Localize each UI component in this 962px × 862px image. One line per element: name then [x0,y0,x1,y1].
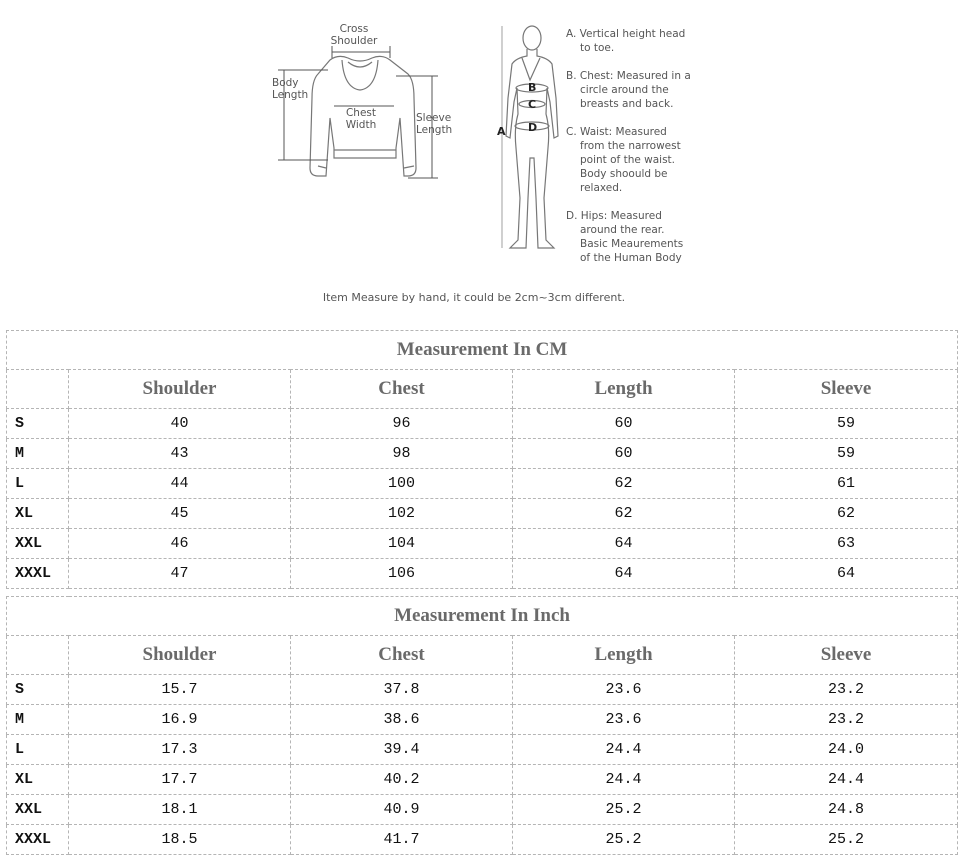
sleeve-cell: 59 [735,409,958,439]
body-length-label [272,77,308,101]
column-header-size [7,636,69,675]
table-row [7,675,958,705]
sleeve-cell: 59 [735,439,958,469]
size-cell: S [7,409,69,439]
chest-cell: 100 [291,469,513,499]
sleeve-cell: 24.8 [735,795,958,825]
sleeve-cell: 25.2 [735,825,958,855]
note-a [566,27,706,55]
chest-width-label [340,107,382,131]
length-cell: 64 [513,559,735,589]
shoulder-cell: 40 [69,409,291,439]
table-row [7,499,958,529]
note-b-line3: breasts and back. [580,98,674,110]
note-c-line2: from the narrowest [580,140,681,152]
note-c-line3: point of the waist. [580,154,676,166]
chest-cell: 40.2 [291,765,513,795]
length-cell: 25.2 [513,825,735,855]
size-cell: XL [7,765,69,795]
chest-cell: 104 [291,529,513,559]
sleeve-cell: 24.4 [735,765,958,795]
note-d [566,209,706,265]
chest-cell: 40.9 [291,795,513,825]
size-cell: XXL [7,529,69,559]
column-header-sleeve: Sleeve [735,370,958,409]
size-cell: XL [7,499,69,529]
column-header-chest: Chest [291,636,513,675]
note-a-line2: to toe. [580,42,615,54]
sleeve-cell: 23.2 [735,705,958,735]
length-cell: 23.6 [513,675,735,705]
note-c-line4: Body shoould be [580,168,668,180]
chest-cell: 41.7 [291,825,513,855]
shoulder-cell: 15.7 [69,675,291,705]
sleeve-cell: 23.2 [735,675,958,705]
body-letter-b: B [528,81,537,94]
human-body-illustration [490,18,570,258]
cross-shoulder-label-line1: Cross [339,23,369,35]
length-cell: 60 [513,439,735,469]
size-cell: S [7,675,69,705]
chest-cell: 38.6 [291,705,513,735]
length-cell: 60 [513,409,735,439]
column-header-chest: Chest [291,370,513,409]
length-cell: 25.2 [513,795,735,825]
column-header-size [7,370,69,409]
column-header-length: Length [513,636,735,675]
table-row [7,559,958,589]
column-header-shoulder: Shoulder [69,636,291,675]
table-row [7,529,958,559]
chest-width-label-line1: Chest [345,107,377,119]
chest-width-label-line2: Width [345,119,377,131]
chest-cell: 102 [291,499,513,529]
shoulder-cell: 17.7 [69,765,291,795]
size-cell: M [7,705,69,735]
body-length-label-line2: Length [272,89,309,101]
note-b-line1: B. Chest: Measured in a [566,70,691,82]
note-c-line1: C. Waist: Measured [566,126,667,138]
shoulder-cell: 18.5 [69,825,291,855]
shoulder-cell: 46 [69,529,291,559]
sleeve-cell: 24.0 [735,735,958,765]
body-letter-a: A [497,125,506,138]
note-b-line2: circle around the [580,84,669,96]
table-row [7,735,958,765]
sleeve-cell: 62 [735,499,958,529]
body-letter-d: D [528,121,538,134]
table-row [7,825,958,855]
sleeve-cell: 63 [735,529,958,559]
shoulder-cell: 43 [69,439,291,469]
size-cell: M [7,439,69,469]
table-row [7,439,958,469]
column-header-length: Length [513,370,735,409]
chest-cell: 96 [291,409,513,439]
note-d-line2: around the rear. [580,224,665,236]
note-d-line1: D. Hips: Measured [566,210,662,222]
table-row [7,795,958,825]
sleeve-cell: 61 [735,469,958,499]
length-cell: 24.4 [513,765,735,795]
table-row [7,409,958,439]
table-title: Measurement In Inch [7,597,958,636]
size-cell: XXL [7,795,69,825]
note-d-line3: Basic Meaurements [580,238,684,250]
length-cell: 62 [513,499,735,529]
cross-shoulder-label [330,23,378,47]
size-cell: L [7,735,69,765]
table-row [7,469,958,499]
column-header-shoulder: Shoulder [69,370,291,409]
length-cell: 62 [513,469,735,499]
column-header-sleeve: Sleeve [735,636,958,675]
shoulder-cell: 16.9 [69,705,291,735]
shoulder-cell: 44 [69,469,291,499]
table-row [7,765,958,795]
chest-cell: 37.8 [291,675,513,705]
sleeve-length-label-line1: Sleeve [416,112,452,124]
shoulder-cell: 45 [69,499,291,529]
size-table-cm [6,330,958,589]
chest-cell: 98 [291,439,513,469]
note-c [566,125,706,195]
shoulder-cell: 47 [69,559,291,589]
sleeve-cell: 64 [735,559,958,589]
shoulder-cell: 18.1 [69,795,291,825]
cross-shoulder-label-line2: Shoulder [330,35,378,47]
length-cell: 23.6 [513,705,735,735]
table-title: Measurement In CM [7,331,958,370]
size-table-inch [6,596,958,855]
chest-cell: 106 [291,559,513,589]
note-a-line1: A. Vertical height head [566,28,686,40]
size-cell: XXXL [7,825,69,855]
sleeve-length-label [416,112,452,136]
measurement-disclaimer: Item Measure by hand, it could be 2cm~3cm different. [322,291,626,304]
note-b [566,69,706,111]
size-cell: XXXL [7,559,69,589]
measurement-diagram [0,0,962,320]
chest-cell: 39.4 [291,735,513,765]
length-cell: 24.4 [513,735,735,765]
table-row [7,705,958,735]
note-d-line4: of the Human Body [580,252,682,264]
size-cell: L [7,469,69,499]
shoulder-cell: 17.3 [69,735,291,765]
note-c-line5: relaxed. [580,182,623,194]
body-letter-c: C [528,98,537,111]
body-length-label-line1: Body [272,77,299,89]
length-cell: 64 [513,529,735,559]
sleeve-length-label-line2: Length [416,124,453,136]
